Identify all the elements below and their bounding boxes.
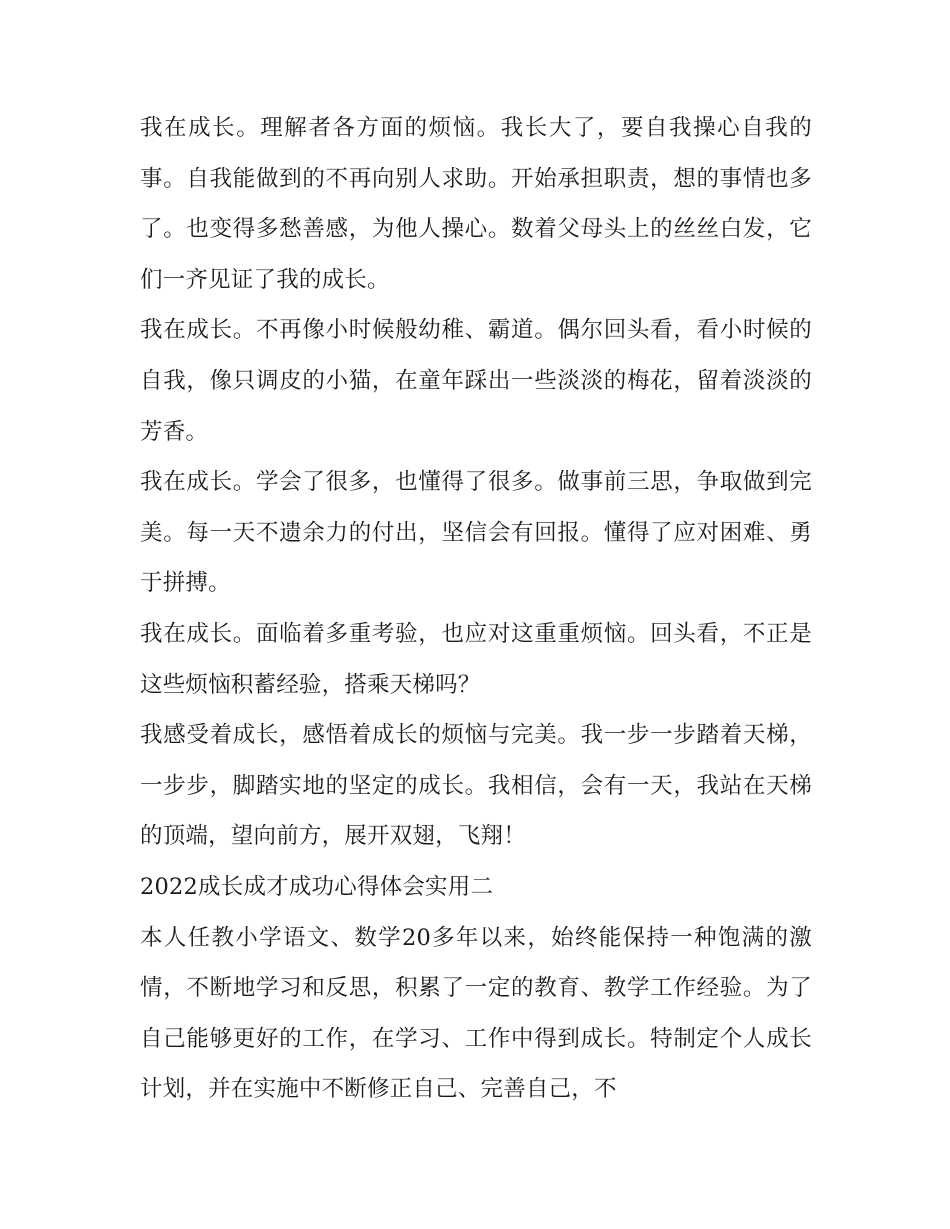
- section-heading: 2022成长成才成功心得体会实用二: [140, 873, 494, 900]
- document-body: [140, 103, 812, 1115]
- paragraph-4: 我在成长。面临着多重考验，也应对这重重烦恼。回头看，不正是这些烦恼积蓄经验，搭乘天梯吗？: [140, 620, 812, 698]
- paragraph-6: 本人任教小学语文、数学20多年以来，始终能保持一种饱满的激情，不断地学习和反思，积累了一定的教育、教学工作经验。为了自己能够更好的工作，在学习、工作中得到成长。特制定个人成长计划，并在实施中不断修正自己、完善自己，不: [140, 924, 812, 1103]
- paragraph-3: 我在成长。学会了很多，也懂得了很多。做事前三思，争取做到完美。每一天不遗余力的付出，坚信会有回报。懂得了应对困难、勇于拼搏。: [140, 469, 812, 597]
- paragraph-1: 我在成长。理解者各方面的烦恼。我长大了，要自我操心自我的事。自我能做到的不再向别人求助。开始承担职责，想的事情也多了。也变得多愁善感，为他人操心。数着父母头上的丝丝白发，它们一齐见证了我的成长。: [140, 115, 812, 293]
- paragraph-2: 我在成长。不再像小时候般幼稚、霸道。偶尔回头看，看小时候的自我，像只调皮的小猫，在童年踩出一些淡淡的梅花，留着淡淡的芳香。: [140, 317, 812, 445]
- paragraph-5: 我感受着成长，感悟着成长的烦恼与完美。我一步一步踏着天梯，一步步，脚踏实地的坚定的成长。我相信，会有一天，我站在天梯的顶端，望向前方，展开双翅，飞翔！: [140, 722, 812, 850]
